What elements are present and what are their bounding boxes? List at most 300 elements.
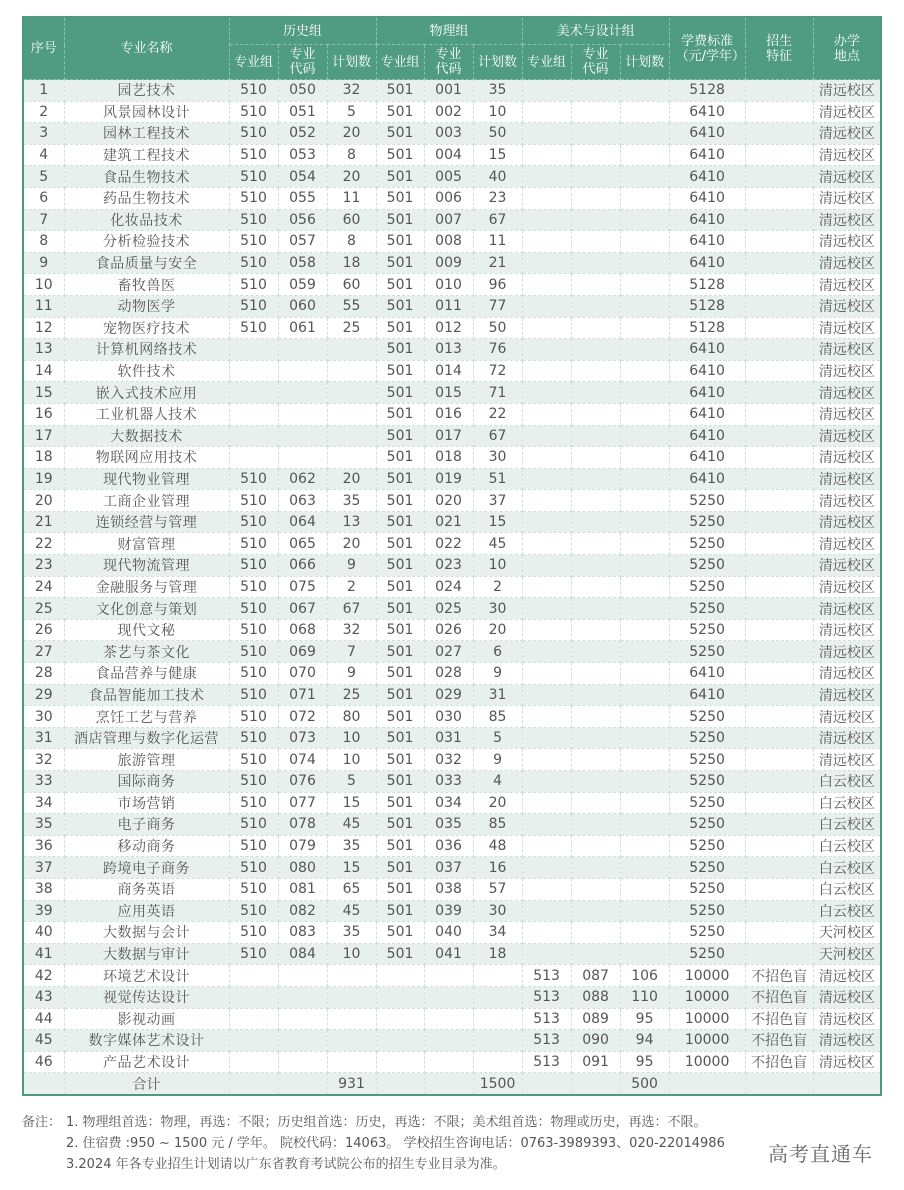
row-art-major-code — [571, 468, 620, 490]
row-history-plan: 35 — [327, 490, 376, 512]
row-feature — [745, 144, 813, 166]
row-art-plan: 95 — [620, 1051, 669, 1073]
row-history-plan: 32 — [327, 80, 376, 102]
row-fee: 6410 — [669, 425, 745, 447]
header-location: 办学地点 — [813, 17, 881, 80]
row-history-plan: 25 — [327, 684, 376, 706]
row-major-name: 食品质量与安全 — [64, 252, 229, 274]
notes-section — [22, 1112, 892, 1175]
row-art-plan — [620, 123, 669, 145]
row-physics-major-code: 040 — [424, 922, 473, 944]
row-feature — [745, 598, 813, 620]
row-feature — [745, 317, 813, 339]
row-location: 清远校区 — [813, 598, 881, 620]
row-physics-major-code: 033 — [424, 771, 473, 793]
row-major-name: 畜牧兽医 — [64, 274, 229, 296]
row-physics-major-group: 501 — [376, 727, 424, 749]
row-major-name: 药品生物技术 — [64, 187, 229, 209]
row-physics-major-group: 501 — [376, 706, 424, 728]
row-history-major-code: 052 — [278, 123, 327, 145]
row-physics-plan: 16 — [473, 857, 522, 879]
row-seq: 42 — [23, 965, 64, 987]
row-art-plan: 94 — [620, 1030, 669, 1052]
row-seq: 5 — [23, 166, 64, 188]
row-location: 清远校区 — [813, 965, 881, 987]
row-history-plan: 20 — [327, 123, 376, 145]
row-art-major-group — [522, 123, 571, 145]
row-history-major-code — [278, 1030, 327, 1052]
row-art-plan — [620, 533, 669, 555]
row-art-major-group — [522, 749, 571, 771]
row-art-major-group — [522, 360, 571, 382]
row-physics-major-group: 501 — [376, 101, 424, 123]
row-major-name: 风景园林设计 — [64, 101, 229, 123]
row-major-name: 现代物流管理 — [64, 555, 229, 577]
row-seq: 27 — [23, 641, 64, 663]
total-label: 合计 — [64, 1073, 229, 1095]
row-art-major-code — [571, 403, 620, 425]
table-row — [23, 490, 881, 512]
row-physics-plan: 35 — [473, 80, 522, 102]
row-history-plan: 8 — [327, 144, 376, 166]
row-feature — [745, 814, 813, 836]
row-physics-major-code: 019 — [424, 468, 473, 490]
header-art-group: 美术与设计组 — [522, 17, 669, 45]
table-body — [23, 80, 881, 1095]
table-row — [23, 80, 881, 102]
row-location: 清远校区 — [813, 123, 881, 145]
row-location: 清远校区 — [813, 339, 881, 361]
row-history-major-group: 510 — [229, 706, 278, 728]
row-history-major-group: 510 — [229, 576, 278, 598]
row-seq: 3 — [23, 123, 64, 145]
row-history-major-group: 510 — [229, 878, 278, 900]
row-major-name: 财富管理 — [64, 533, 229, 555]
table-row — [23, 511, 881, 533]
row-art-plan — [620, 468, 669, 490]
table-row — [23, 900, 881, 922]
row-history-major-group: 510 — [229, 209, 278, 231]
row-art-major-code — [571, 900, 620, 922]
row-seq: 33 — [23, 771, 64, 793]
total-cell — [571, 1073, 620, 1095]
row-art-major-code — [571, 771, 620, 793]
row-fee: 5250 — [669, 771, 745, 793]
row-location: 清远校区 — [813, 360, 881, 382]
row-major-name: 化妆品技术 — [64, 209, 229, 231]
row-physics-plan: 5 — [473, 727, 522, 749]
header-physics-plan: 计划数 — [473, 45, 522, 80]
row-history-major-code — [278, 965, 327, 987]
row-seq: 24 — [23, 576, 64, 598]
row-history-major-code — [278, 986, 327, 1008]
row-seq: 21 — [23, 511, 64, 533]
row-fee: 6410 — [669, 360, 745, 382]
row-art-plan — [620, 403, 669, 425]
row-location: 清远校区 — [813, 706, 881, 728]
row-physics-major-group: 501 — [376, 814, 424, 836]
row-physics-plan: 96 — [473, 274, 522, 296]
row-art-plan — [620, 231, 669, 253]
row-art-major-code — [571, 80, 620, 102]
row-location: 清远校区 — [813, 1008, 881, 1030]
row-seq: 23 — [23, 555, 64, 577]
row-physics-major-code: 015 — [424, 382, 473, 404]
row-feature — [745, 684, 813, 706]
row-physics-major-group: 501 — [376, 209, 424, 231]
row-physics-major-group: 501 — [376, 533, 424, 555]
row-major-name: 工业机器人技术 — [64, 403, 229, 425]
row-art-major-group — [522, 317, 571, 339]
row-physics-major-group: 501 — [376, 123, 424, 145]
row-history-plan: 13 — [327, 511, 376, 533]
row-physics-major-code: 037 — [424, 857, 473, 879]
row-physics-major-group: 501 — [376, 835, 424, 857]
row-physics-plan: 67 — [473, 209, 522, 231]
row-location: 清远校区 — [813, 533, 881, 555]
row-feature: 不招色盲 — [745, 965, 813, 987]
row-physics-major-code: 035 — [424, 814, 473, 836]
row-art-plan — [620, 684, 669, 706]
row-major-name: 园艺技术 — [64, 80, 229, 102]
row-history-major-code: 072 — [278, 706, 327, 728]
row-fee: 5128 — [669, 317, 745, 339]
table-row — [23, 209, 881, 231]
row-history-plan — [327, 1051, 376, 1073]
row-history-major-group: 510 — [229, 684, 278, 706]
row-location: 清远校区 — [813, 317, 881, 339]
row-history-plan: 5 — [327, 101, 376, 123]
row-history-plan: 10 — [327, 749, 376, 771]
row-feature — [745, 771, 813, 793]
row-art-plan — [620, 382, 669, 404]
row-history-plan — [327, 1008, 376, 1030]
row-physics-major-group: 501 — [376, 144, 424, 166]
row-physics-plan — [473, 1008, 522, 1030]
row-history-major-code — [278, 339, 327, 361]
row-seq: 9 — [23, 252, 64, 274]
row-feature: 不招色盲 — [745, 1008, 813, 1030]
row-history-plan: 10 — [327, 727, 376, 749]
row-physics-plan: 31 — [473, 684, 522, 706]
row-fee: 5250 — [669, 749, 745, 771]
row-fee: 10000 — [669, 1030, 745, 1052]
row-physics-plan: 30 — [473, 900, 522, 922]
row-art-plan — [620, 943, 669, 965]
row-history-major-group: 510 — [229, 511, 278, 533]
row-seq: 18 — [23, 447, 64, 469]
row-history-plan — [327, 403, 376, 425]
row-feature — [745, 403, 813, 425]
row-fee: 5250 — [669, 511, 745, 533]
row-physics-major-group — [376, 1051, 424, 1073]
row-major-name: 移动商务 — [64, 835, 229, 857]
row-art-plan — [620, 598, 669, 620]
row-physics-major-group: 501 — [376, 857, 424, 879]
row-physics-major-group: 501 — [376, 403, 424, 425]
table-row — [23, 101, 881, 123]
row-history-major-group: 510 — [229, 857, 278, 879]
row-art-major-code: 089 — [571, 1008, 620, 1030]
row-physics-plan: 4 — [473, 771, 522, 793]
row-fee: 5250 — [669, 835, 745, 857]
row-physics-plan: 21 — [473, 252, 522, 274]
row-art-major-code: 090 — [571, 1030, 620, 1052]
row-history-major-group: 510 — [229, 295, 278, 317]
row-art-plan — [620, 555, 669, 577]
table-row — [23, 792, 881, 814]
row-history-major-code: 053 — [278, 144, 327, 166]
row-physics-major-code — [424, 986, 473, 1008]
row-history-plan: 35 — [327, 922, 376, 944]
table-row — [23, 447, 881, 469]
row-physics-major-group: 501 — [376, 425, 424, 447]
row-physics-major-code — [424, 1030, 473, 1052]
row-fee: 6410 — [669, 468, 745, 490]
row-art-major-group — [522, 727, 571, 749]
row-physics-plan: 18 — [473, 943, 522, 965]
row-feature — [745, 360, 813, 382]
row-physics-plan: 76 — [473, 339, 522, 361]
table-row — [23, 1008, 881, 1030]
row-art-plan — [620, 511, 669, 533]
total-cell — [278, 1073, 327, 1095]
row-history-major-code: 056 — [278, 209, 327, 231]
header-history-major-group: 专业组 — [229, 45, 278, 80]
row-fee: 6410 — [669, 166, 745, 188]
row-location: 清远校区 — [813, 101, 881, 123]
row-seq: 12 — [23, 317, 64, 339]
row-art-major-code — [571, 857, 620, 879]
row-history-major-group: 510 — [229, 814, 278, 836]
row-major-name: 商务英语 — [64, 878, 229, 900]
table-row — [23, 598, 881, 620]
row-location: 清远校区 — [813, 986, 881, 1008]
row-art-major-group — [522, 878, 571, 900]
row-physics-major-code: 023 — [424, 555, 473, 577]
row-feature — [745, 835, 813, 857]
row-physics-major-code — [424, 1008, 473, 1030]
row-feature — [745, 641, 813, 663]
table-row — [23, 274, 881, 296]
row-physics-major-code: 006 — [424, 187, 473, 209]
table-row — [23, 533, 881, 555]
table-row — [23, 814, 881, 836]
row-physics-plan: 50 — [473, 123, 522, 145]
admissions-plan-table-container — [22, 16, 880, 1096]
row-location: 清远校区 — [813, 576, 881, 598]
row-major-name: 文化创意与策划 — [64, 598, 229, 620]
row-location: 清远校区 — [813, 403, 881, 425]
row-physics-major-group: 501 — [376, 339, 424, 361]
row-fee: 5250 — [669, 555, 745, 577]
row-history-major-code: 058 — [278, 252, 327, 274]
row-history-plan: 10 — [327, 943, 376, 965]
row-seq: 30 — [23, 706, 64, 728]
row-fee: 5250 — [669, 792, 745, 814]
row-art-plan — [620, 360, 669, 382]
row-art-plan — [620, 144, 669, 166]
row-art-major-group: 513 — [522, 1051, 571, 1073]
row-art-plan — [620, 252, 669, 274]
row-art-plan — [620, 339, 669, 361]
row-history-major-code: 064 — [278, 511, 327, 533]
row-art-major-group — [522, 447, 571, 469]
row-feature — [745, 943, 813, 965]
row-fee: 5250 — [669, 727, 745, 749]
row-history-major-group: 510 — [229, 663, 278, 685]
row-art-major-code — [571, 749, 620, 771]
row-art-major-group: 513 — [522, 965, 571, 987]
row-history-major-group: 510 — [229, 533, 278, 555]
row-history-major-code — [278, 425, 327, 447]
row-history-plan: 9 — [327, 663, 376, 685]
row-fee: 10000 — [669, 1051, 745, 1073]
row-history-major-group: 510 — [229, 144, 278, 166]
row-major-name: 现代文秘 — [64, 619, 229, 641]
row-art-major-code — [571, 641, 620, 663]
table-row — [23, 684, 881, 706]
row-physics-major-group: 501 — [376, 252, 424, 274]
row-major-name: 烹饪工艺与营养 — [64, 706, 229, 728]
row-physics-major-group: 501 — [376, 447, 424, 469]
row-history-major-code: 073 — [278, 727, 327, 749]
row-history-major-group — [229, 339, 278, 361]
row-art-plan — [620, 835, 669, 857]
row-art-major-code — [571, 598, 620, 620]
row-physics-major-group: 501 — [376, 166, 424, 188]
row-art-plan — [620, 209, 669, 231]
row-history-plan: 15 — [327, 792, 376, 814]
row-physics-major-code: 003 — [424, 123, 473, 145]
row-seq: 45 — [23, 1030, 64, 1052]
row-history-major-group: 510 — [229, 922, 278, 944]
row-history-plan: 67 — [327, 598, 376, 620]
row-seq: 25 — [23, 598, 64, 620]
row-art-plan — [620, 274, 669, 296]
row-feature — [745, 425, 813, 447]
row-history-major-group: 510 — [229, 835, 278, 857]
row-location: 白云校区 — [813, 878, 881, 900]
table-row — [23, 252, 881, 274]
row-art-major-code: 091 — [571, 1051, 620, 1073]
row-history-major-group: 510 — [229, 123, 278, 145]
table-row — [23, 555, 881, 577]
row-fee: 5250 — [669, 922, 745, 944]
row-seq: 8 — [23, 231, 64, 253]
row-history-plan: 35 — [327, 835, 376, 857]
row-physics-major-code: 007 — [424, 209, 473, 231]
row-history-major-code: 080 — [278, 857, 327, 879]
table-row — [23, 749, 881, 771]
row-physics-plan: 15 — [473, 511, 522, 533]
row-physics-major-code: 024 — [424, 576, 473, 598]
row-fee: 6410 — [669, 231, 745, 253]
row-history-major-group: 510 — [229, 231, 278, 253]
row-feature — [745, 900, 813, 922]
row-location: 白云校区 — [813, 792, 881, 814]
row-physics-major-code: 008 — [424, 231, 473, 253]
row-physics-major-code: 041 — [424, 943, 473, 965]
table-row — [23, 922, 881, 944]
row-feature: 不招色盲 — [745, 1051, 813, 1073]
row-art-major-code — [571, 663, 620, 685]
row-art-major-code: 087 — [571, 965, 620, 987]
row-location: 清远校区 — [813, 1051, 881, 1073]
row-fee: 5250 — [669, 878, 745, 900]
row-seq: 22 — [23, 533, 64, 555]
row-history-major-group — [229, 447, 278, 469]
row-history-major-code — [278, 1051, 327, 1073]
row-art-major-code — [571, 123, 620, 145]
row-art-major-code — [571, 295, 620, 317]
row-seq: 6 — [23, 187, 64, 209]
row-feature — [745, 533, 813, 555]
row-seq: 17 — [23, 425, 64, 447]
row-seq: 16 — [23, 403, 64, 425]
row-physics-major-group: 501 — [376, 490, 424, 512]
row-seq: 4 — [23, 144, 64, 166]
row-art-major-code — [571, 814, 620, 836]
table-row — [23, 187, 881, 209]
row-physics-major-code: 018 — [424, 447, 473, 469]
row-fee: 6410 — [669, 684, 745, 706]
header-history-major-code: 专业代码 — [278, 45, 327, 80]
row-art-major-code — [571, 166, 620, 188]
row-location: 清远校区 — [813, 619, 881, 641]
row-history-major-group — [229, 1051, 278, 1073]
row-major-name: 茶艺与茶文化 — [64, 641, 229, 663]
row-art-plan: 110 — [620, 986, 669, 1008]
total-cell — [424, 1073, 473, 1095]
row-physics-major-code: 004 — [424, 144, 473, 166]
row-history-major-code: 081 — [278, 878, 327, 900]
row-art-major-code — [571, 835, 620, 857]
row-physics-major-group: 501 — [376, 922, 424, 944]
row-history-major-group: 510 — [229, 166, 278, 188]
row-fee: 6410 — [669, 252, 745, 274]
row-location: 清远校区 — [813, 295, 881, 317]
row-history-major-code: 068 — [278, 619, 327, 641]
row-physics-major-group: 501 — [376, 382, 424, 404]
row-history-major-group — [229, 986, 278, 1008]
row-history-major-code: 079 — [278, 835, 327, 857]
row-art-major-group — [522, 684, 571, 706]
row-art-major-group: 513 — [522, 1008, 571, 1030]
row-feature — [745, 166, 813, 188]
row-art-major-group — [522, 792, 571, 814]
row-location: 清远校区 — [813, 663, 881, 685]
row-history-major-code — [278, 447, 327, 469]
row-physics-major-code: 026 — [424, 619, 473, 641]
row-physics-major-code: 027 — [424, 641, 473, 663]
row-location: 清远校区 — [813, 166, 881, 188]
row-art-major-code — [571, 922, 620, 944]
row-physics-major-group — [376, 965, 424, 987]
row-history-major-code — [278, 360, 327, 382]
row-seq: 37 — [23, 857, 64, 879]
row-art-major-code — [571, 511, 620, 533]
table-row — [23, 1051, 881, 1073]
row-art-major-group — [522, 252, 571, 274]
row-physics-major-group: 501 — [376, 555, 424, 577]
row-history-plan: 60 — [327, 274, 376, 296]
row-physics-plan: 10 — [473, 101, 522, 123]
row-location: 天河校区 — [813, 922, 881, 944]
row-history-major-group: 510 — [229, 771, 278, 793]
row-history-major-code: 070 — [278, 663, 327, 685]
row-physics-plan: 40 — [473, 166, 522, 188]
